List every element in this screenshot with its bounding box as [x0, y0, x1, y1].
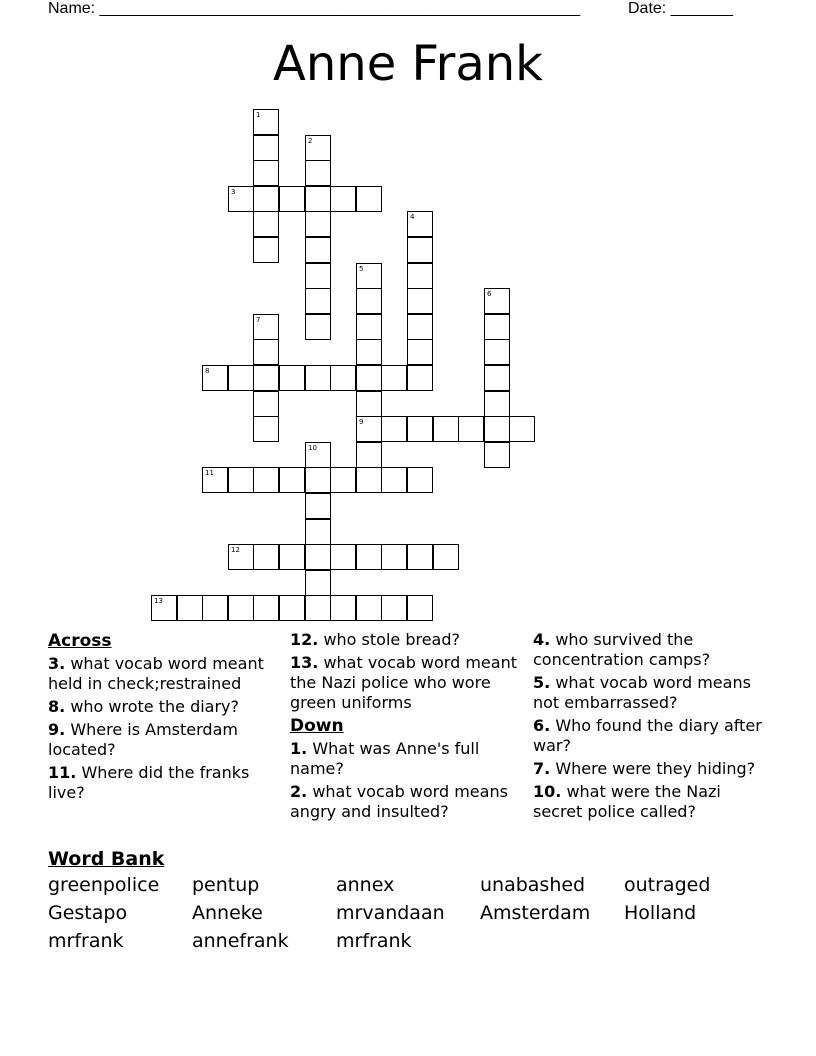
crossword-cell[interactable] — [228, 544, 254, 570]
crossword-cell[interactable] — [253, 467, 279, 493]
crossword-cell[interactable] — [253, 135, 279, 161]
crossword-cell[interactable] — [509, 416, 535, 442]
clue-down-5 — [533, 673, 769, 713]
word-bank-word: mrfrank — [48, 930, 124, 952]
clues-column-3 — [533, 630, 769, 825]
cell-number: 5 — [359, 265, 364, 273]
clues-column-1 — [48, 630, 284, 806]
crossword-cell[interactable] — [407, 314, 433, 340]
crossword-cell[interactable] — [151, 595, 177, 621]
crossword-cell[interactable] — [305, 314, 331, 340]
word-bank-word: outraged — [624, 874, 711, 896]
crossword-cell[interactable] — [484, 416, 510, 442]
across-heading: Across — [48, 631, 112, 651]
crossword-cell[interactable] — [330, 186, 356, 212]
clues-column-2 — [290, 630, 530, 825]
crossword-cell[interactable] — [407, 263, 433, 289]
word-bank-title: Word Bank — [48, 848, 165, 870]
crossword-cell[interactable] — [228, 467, 254, 493]
cell-number: 2 — [308, 137, 313, 145]
cell-number: 13 — [154, 597, 163, 605]
down-heading: Down — [290, 716, 344, 736]
crossword-cell[interactable] — [407, 288, 433, 314]
clue-text: what were the Nazi secret police called? — [533, 782, 721, 821]
crossword-cell[interactable] — [407, 544, 433, 570]
word-bank-word: mrfrank — [336, 930, 412, 952]
crossword-cell[interactable] — [407, 339, 433, 365]
clue-across-12 — [290, 630, 530, 650]
crossword-cell[interactable] — [484, 442, 510, 468]
crossword-cell[interactable] — [356, 391, 382, 417]
crossword-cell[interactable] — [253, 314, 279, 340]
word-bank-word: greenpolice — [48, 874, 160, 896]
crossword-cell[interactable] — [381, 544, 407, 570]
crossword-cell[interactable] — [330, 467, 356, 493]
crossword-cell[interactable] — [177, 595, 203, 621]
clue-across-11 — [48, 763, 284, 803]
cell-number: 10 — [308, 444, 317, 452]
word-bank-word: Anneke — [192, 902, 263, 924]
clue-down-1 — [290, 739, 530, 779]
crossword-cell[interactable] — [253, 109, 279, 135]
clue-text: what vocab word means angry and insulted? — [290, 782, 508, 821]
crossword-cell[interactable] — [433, 544, 459, 570]
word-bank-word: pentup — [192, 874, 260, 896]
crossword-cell[interactable] — [484, 314, 510, 340]
clue-number: 10. — [533, 782, 562, 801]
crossword-cell[interactable] — [305, 544, 331, 570]
crossword-cell[interactable] — [356, 365, 382, 391]
clue-down-2 — [290, 782, 530, 822]
crossword-cell[interactable] — [356, 186, 382, 212]
crossword-cell[interactable] — [356, 288, 382, 314]
crossword-cell[interactable] — [407, 237, 433, 263]
clue-number: 12. — [290, 630, 319, 649]
crossword-cell[interactable] — [253, 416, 279, 442]
cell-number: 8 — [205, 367, 210, 375]
word-bank-word: Gestapo — [48, 902, 128, 924]
crossword-cell[interactable] — [253, 365, 279, 391]
crossword-cell[interactable] — [305, 186, 331, 212]
crossword-cell[interactable] — [305, 135, 331, 161]
clue-text: who stole bread? — [323, 630, 460, 649]
clue-number: 5. — [533, 673, 551, 692]
crossword-cell[interactable] — [356, 263, 382, 289]
clue-number: 2. — [290, 782, 308, 801]
crossword-cell[interactable] — [228, 595, 254, 621]
clue-text: what vocab word means not embarrassed? — [533, 673, 751, 712]
clue-across-3 — [48, 654, 284, 694]
word-bank-word: mrvandaan — [336, 902, 445, 924]
crossword-cell[interactable] — [484, 339, 510, 365]
crossword-cell[interactable] — [202, 467, 228, 493]
crossword-cell[interactable] — [356, 339, 382, 365]
clue-number: 3. — [48, 654, 66, 673]
date-label: Date: _______ — [628, 0, 733, 17]
crossword-cell[interactable] — [305, 570, 331, 596]
word-bank-word: Holland — [624, 902, 697, 924]
clue-number: 9. — [48, 720, 66, 739]
crossword-cell[interactable] — [305, 442, 331, 468]
clue-down-7 — [533, 759, 769, 779]
clue-text: what vocab word meant held in check;restrained — [48, 654, 264, 693]
clue-text: Where were they hiding? — [555, 759, 756, 778]
crossword-cell[interactable] — [279, 467, 305, 493]
clue-text: Where is Amsterdam located? — [48, 720, 238, 759]
word-bank-word: annex — [336, 874, 395, 896]
crossword-cell[interactable] — [202, 365, 228, 391]
crossword-cell[interactable] — [330, 365, 356, 391]
crossword-cell[interactable] — [305, 519, 331, 545]
cell-number: 1 — [256, 111, 261, 119]
crossword-cell[interactable] — [330, 544, 356, 570]
crossword-cell[interactable] — [484, 288, 510, 314]
crossword-cell[interactable] — [407, 416, 433, 442]
crossword-cell[interactable] — [458, 416, 484, 442]
crossword-cell[interactable] — [407, 211, 433, 237]
clue-text: Who found the diary after war? — [533, 716, 762, 755]
clue-text: who wrote the diary? — [70, 697, 240, 716]
clue-text: Where did the franks live? — [48, 763, 250, 802]
clue-number: 4. — [533, 630, 551, 649]
clue-text: who survived the concentration camps? — [533, 630, 711, 669]
crossword-cell[interactable] — [279, 365, 305, 391]
crossword-cell[interactable] — [381, 365, 407, 391]
crossword-cell[interactable] — [279, 595, 305, 621]
clue-number: 13. — [290, 653, 319, 672]
crossword-cell[interactable] — [305, 493, 331, 519]
crossword-cell[interactable] — [356, 442, 382, 468]
crossword-cell[interactable] — [253, 595, 279, 621]
cell-number: 6 — [487, 290, 492, 298]
crossword-cell[interactable] — [356, 314, 382, 340]
crossword-cell[interactable] — [381, 595, 407, 621]
crossword-cell[interactable] — [407, 365, 433, 391]
clue-number: 8. — [48, 697, 66, 716]
clue-down-10 — [533, 782, 769, 822]
crossword-cell[interactable] — [279, 544, 305, 570]
cell-number: 4 — [410, 213, 415, 221]
cell-number: 7 — [256, 316, 261, 324]
crossword-cell[interactable] — [202, 595, 228, 621]
name-label: Name: ______________________________________________________ — [48, 0, 581, 17]
clue-text: what vocab word meant the Nazi police who wore green uniforms — [290, 653, 517, 712]
crossword-cell[interactable] — [253, 544, 279, 570]
clue-text: What was Anne's full name? — [290, 739, 480, 778]
clue-number: 7. — [533, 759, 551, 778]
crossword-cell[interactable] — [433, 416, 459, 442]
cell-number: 11 — [205, 469, 214, 477]
crossword-cell[interactable] — [356, 467, 382, 493]
crossword-cell[interactable] — [484, 365, 510, 391]
crossword-cell[interactable] — [228, 365, 254, 391]
crossword-cell[interactable] — [484, 391, 510, 417]
crossword-cell[interactable] — [407, 467, 433, 493]
cell-number: 9 — [359, 418, 364, 426]
clue-down-6 — [533, 716, 769, 756]
crossword-cell[interactable] — [356, 544, 382, 570]
clue-across-9 — [48, 720, 284, 760]
word-bank-word: Amsterdam — [480, 902, 591, 924]
crossword-cell[interactable] — [279, 186, 305, 212]
word-bank-word: annefrank — [192, 930, 289, 952]
clue-number: 1. — [290, 739, 308, 758]
crossword-cell[interactable] — [305, 211, 331, 237]
crossword-cell[interactable] — [381, 467, 407, 493]
word-bank — [48, 874, 768, 952]
crossword-cell[interactable] — [305, 160, 331, 186]
crossword-cell[interactable] — [305, 237, 331, 263]
crossword-cell[interactable] — [253, 237, 279, 263]
crossword-cell[interactable] — [253, 186, 279, 212]
cell-number: 3 — [231, 188, 236, 196]
crossword-cell[interactable] — [330, 595, 356, 621]
crossword-cell[interactable] — [253, 160, 279, 186]
crossword-cell[interactable] — [356, 595, 382, 621]
page-title: Anne Frank — [273, 36, 543, 92]
crossword-cell[interactable] — [305, 365, 331, 391]
clue-down-4 — [533, 630, 769, 670]
crossword-cell[interactable] — [228, 186, 254, 212]
clue-across-13 — [290, 653, 530, 713]
word-bank-word: unabashed — [480, 874, 586, 896]
crossword-cell[interactable] — [253, 211, 279, 237]
crossword-cell[interactable] — [305, 595, 331, 621]
clue-number: 11. — [48, 763, 77, 782]
clue-number: 6. — [533, 716, 551, 735]
crossword-cell[interactable] — [305, 288, 331, 314]
crossword-cell[interactable] — [407, 595, 433, 621]
crossword-cell[interactable] — [356, 416, 382, 442]
crossword-cell[interactable] — [253, 391, 279, 417]
crossword-cell[interactable] — [305, 263, 331, 289]
crossword-cell[interactable] — [305, 467, 331, 493]
crossword-cell[interactable] — [253, 339, 279, 365]
crossword-cell[interactable] — [381, 416, 407, 442]
clue-across-8 — [48, 697, 284, 717]
cell-number: 12 — [231, 546, 240, 554]
